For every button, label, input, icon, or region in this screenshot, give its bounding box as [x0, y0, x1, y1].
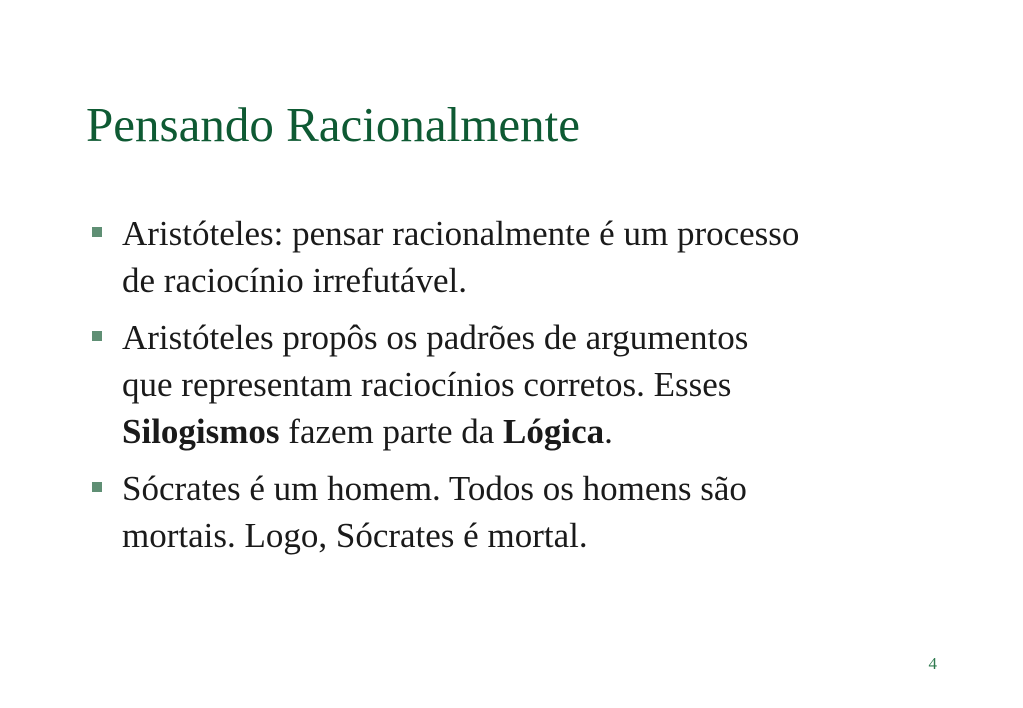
inline-punctuation: . — [604, 412, 613, 451]
bullet-text-line — [122, 408, 983, 455]
bullet-text-line: Sócrates é um homem. Todos os homens são — [122, 469, 747, 508]
slide-title: Pensando Racionalmente — [86, 97, 580, 152]
bullet-list — [0, 210, 1023, 569]
bold-term-logica: Lógica — [503, 412, 605, 451]
square-bullet-icon — [92, 331, 102, 341]
bullet-item-socrates-example — [0, 465, 1023, 559]
bullet-text-line: Aristóteles: pensar racionalmente é um processo — [122, 214, 800, 253]
bold-term-silogismos: Silogismos — [122, 412, 280, 451]
square-bullet-icon — [92, 227, 102, 237]
page-number: 4 — [928, 654, 937, 673]
bullet-text-line: Aristóteles propôs os padrões de argumentos — [122, 318, 749, 357]
bullet-item-aristoteles-syllogisms — [0, 314, 1023, 455]
bullet-item-aristoteles-definition — [0, 210, 1023, 304]
square-bullet-icon — [92, 482, 102, 492]
bullet-text-line: que representam raciocínios corretos. Esses — [122, 365, 732, 404]
bullet-text-line: de raciocínio irrefutável. — [122, 261, 467, 300]
bullet-text-line: mortais. Logo, Sócrates é mortal. — [122, 516, 588, 555]
inline-text: fazem parte da — [279, 412, 504, 451]
